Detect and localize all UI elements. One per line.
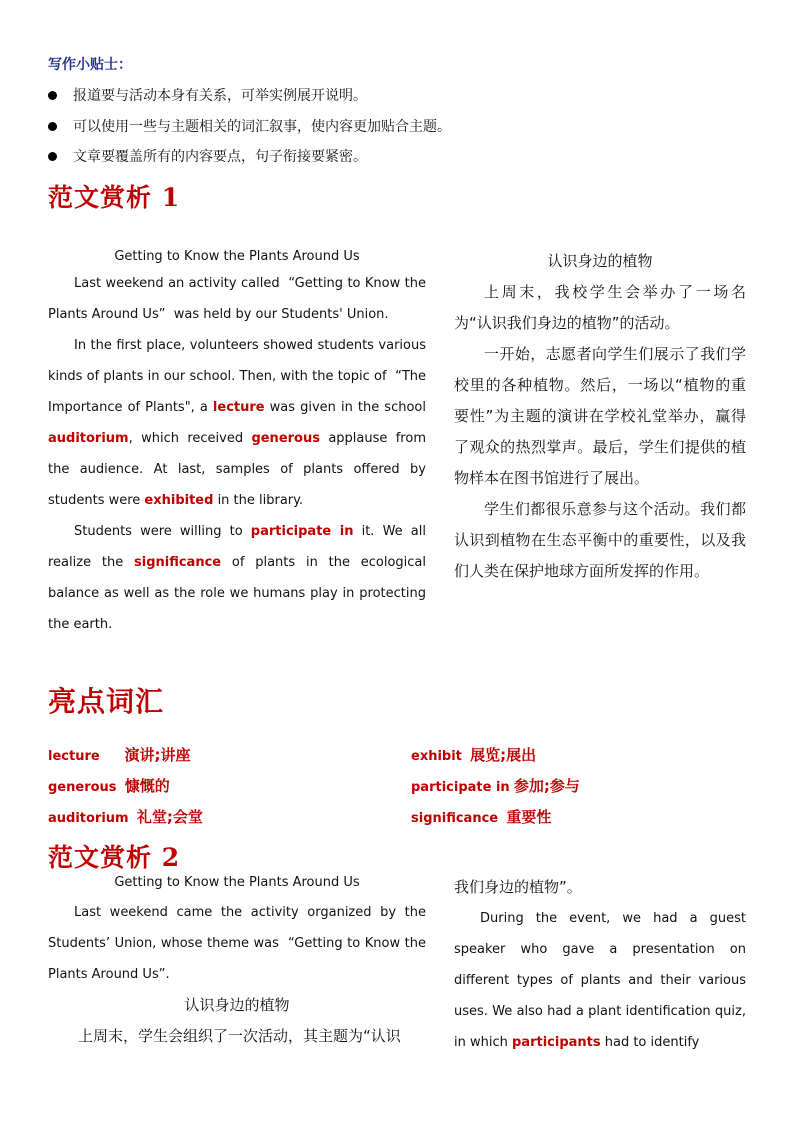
sample1-english: [48, 241, 426, 640]
sample1-zh-p2: 一开始，志愿者向学生们展示了我们学校里的各种植物。然后，一场以“植物的重要性”为主题的演讲在学校礼堂举办，赢得了观众的热烈掌声。最后，学生们提供的植物样本在图书馆进行了展出。: [454, 345, 746, 487]
sample1-zh-p1: 上周末，我校学生会举办了一场名为“认识我们身边的植物”的活动。: [454, 283, 746, 332]
sample2-right: [454, 872, 746, 1058]
keyword: generous: [251, 431, 320, 446]
sample1-en-p2: In the first place, volunteers showed students various kinds of plants in our school. Then, with the topic of “The Importance of Plants", a lecture was given in the school auditorium, which received generous applause from the audience. At last, samples of plants offered by students were exhibited in the library.: [48, 338, 426, 508]
sample1-en-title: Getting to Know the Plants Around Us: [114, 249, 360, 264]
keyword: participate in: [250, 524, 354, 539]
vocab-item: participate in 参加;参与: [411, 777, 580, 795]
tips-title: 写作小贴士：: [48, 57, 132, 73]
vocab-item: lecture 演讲;讲座: [48, 746, 191, 764]
keyword: significance: [134, 555, 222, 570]
sample1-zh-title: 认识身边的植物: [547, 252, 653, 270]
tip-item: 报道要与活动本身有关系，可举实例展开说明。: [48, 86, 367, 106]
vocab-item: generous 慷慨的: [48, 777, 170, 795]
vocab-item: auditorium 礼堂;会堂: [48, 808, 203, 826]
vocab-item: exhibit 展览;展出: [411, 746, 537, 764]
bullet-icon: [48, 91, 57, 100]
bullet-icon: [48, 152, 57, 161]
tip-item: 文章要覆盖所有的内容要点，句子衔接要紧密。: [48, 147, 367, 167]
sample2-en-title: Getting to Know the Plants Around Us: [114, 875, 360, 890]
keyword: lecture: [212, 400, 265, 415]
sample1-en-p3: Students were willing to participate in it. We all realize the significance of plants in the ecological balance as well as the role we humans play in protecting the earth.: [48, 524, 426, 632]
sample1-chinese: [454, 246, 746, 587]
sample2-zh-p1: 上周末，学生会组织了一次活动，其主题为“认识: [78, 1027, 401, 1045]
sample2-zh-title: 认识身边的植物: [184, 996, 290, 1014]
keyword: participants: [512, 1035, 601, 1050]
sample2-en-p2: During the event, we had a guest speaker who gave a presentation on different types of plants and their various uses. We also had a plant identification quiz, in which participants had to identify: [454, 911, 746, 1050]
sample1-zh-p3: 学生们都很乐意参与这个活动。我们都认识到植物在生态平衡中的重要性，以及我们人类在保护地球方面所发挥的作用。: [454, 500, 746, 580]
keyword: auditorium: [48, 431, 129, 446]
bullet-icon: [48, 122, 57, 131]
keyword: exhibited: [144, 493, 214, 508]
sample2-heading: 范文赏析 2: [48, 843, 181, 872]
tip-item: 可以使用一些与主题相关的词汇叙事，使内容更加贴合主题。: [48, 117, 451, 137]
sample2-en-p1: Last weekend came the activity organized by the Students’ Union, whose theme was “Getting to Know the Plants Around Us”.: [48, 905, 426, 982]
vocab-heading: 亮点词汇: [48, 685, 165, 718]
sample1-heading: 范文赏析 1: [48, 183, 181, 212]
vocab-item: significance 重要性: [411, 808, 552, 826]
sample2-left: [48, 869, 426, 1052]
sample1-en-p1: Last weekend an activity called “Getting to Know the Plants Around Us” was held by our Students' Union.: [48, 276, 426, 322]
sample2-zh-p1-cont: 我们身边的植物”。: [454, 878, 582, 896]
